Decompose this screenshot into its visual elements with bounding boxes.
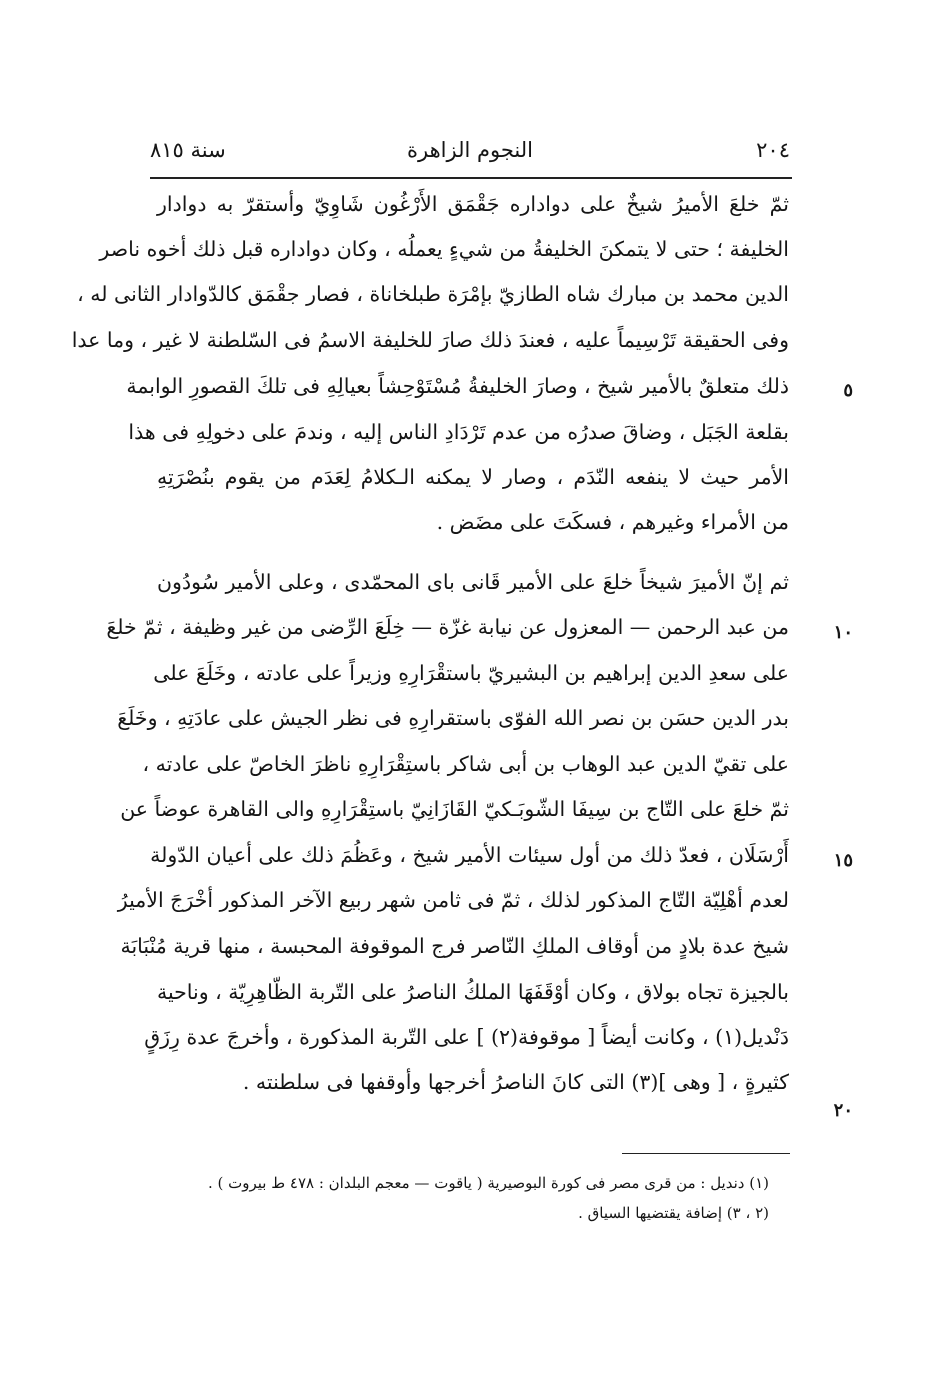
footnote: (١) دنديل : من قرى مصر فى كورة البوصيرية ( ياقوت — معجم البلدان : ٤٧٨ ط بيروت ) . — [207, 1174, 769, 1192]
margin-line-number: ٥ — [843, 380, 853, 401]
text-line: وفى الحقيقة تَرْسِيماً عليه ، فعندَ ذلك صارَ للخليفة الاسمُ فى السّلطنة لا غير ، وما عدا — [71, 328, 789, 352]
text-line: بالجيزة تجاه بولاق ، وكان أوْقَفَهَا الملكُ الناصرُ على التّربة الظّاهِرِيّة ، وناحية — [156, 980, 789, 1004]
text-line: لعدم أهْلِيّة التّاج المذكور لذلك ، ثمّ فى ثامن شهر ربيع الآخر المذكور أخْرَجَ الأميرُ — [117, 888, 789, 912]
footnote: (٢ ، ٣) إضافة يقتضيها السياق . — [578, 1204, 769, 1222]
margin-line-number: ١٠ — [833, 622, 853, 643]
text-line: من عبد الرحمن — المعزول عن نيابة غزّة — خِلَعَ الرِّضى من غير وظيفة ، ثمّ خلعَ — [106, 615, 789, 639]
text-line: بدر الدين حسَن بن نصر الله الفوّى باستقرارِهِ فى نظر الجيش على عادَتِهِ ، وخَلَعَ — [117, 706, 789, 730]
text-line: ذلك متعلقٌ بالأمير شيخ ، وصارَ الخليفةُ مُسْتَوْحِشاً بعيالِهِ فى تلكَ القصورِ الوابمة — [126, 374, 789, 398]
text-line: دَنْديل(١) ، وكانت أيضاً [ موقوفة(٢) ] على التّربة المذكورة ، وأخرجَ عدة رِزَقٍ — [144, 1025, 789, 1049]
margin-line-number: ١٥ — [833, 850, 853, 871]
text-line: ثم إنّ الأميرَ شيخاً خلعَ على الأمير قَانى باى المحمّدى ، وعلى الأمير سُودُون — [157, 570, 789, 594]
running-title: النجوم الزاهرة — [407, 138, 533, 162]
text-line: أَرْسَلَان ، فعدّ ذلك من أول سيئات الأمير شيخ ، وعَظُمَ ذلك على أعيان الدّولة — [150, 843, 789, 867]
year-label: سنة ٨١٥ — [150, 138, 226, 162]
text-line: على سعدِ الدين إبراهيم بن البشيريّ باستقْرَارِهِ وزيراً على عادته ، وخَلَعَ على — [153, 661, 789, 685]
text-line: كثيرةٍ ، [ وهى ](٣) التى كانَ الناصرُ أخرجها وأوقفها فى سلطنته . — [242, 1070, 789, 1094]
text-line: الخليفة ؛ حتى لا يتمكنَ الخليفةُ من شيءٍ يعملُه ، وكان دواداره قبل ذلك أخوه ناصر — [99, 237, 789, 261]
page-number: ٢٠٤ — [756, 138, 790, 162]
text-line: بقلعة الجَبَل ، وضاقَ صدرُه من عدم تَرْدَادِ الناس إليه ، وندمَ على دخولِهِ فى هذا — [128, 420, 789, 444]
running-header — [150, 138, 790, 172]
text-line: ثمّ خلعَ الأميرُ شيخٌ على دواداره جَقْمَق الأَرْغُون شَاوِيّ وأستقرّ به دوادار — [157, 192, 789, 216]
text-line: شيخ عدة بلادٍ من أوقاف الملكِ النّاصر فرج الموقوفة المحبسة ، منها قرية مُنْبَابَة — [120, 934, 789, 958]
text-line: من الأمراء وغيرهم ، فسكَتَ على مضَض . — [436, 510, 789, 534]
margin-line-number: ٢٠ — [833, 1100, 853, 1121]
text-line: على تقيّ الدين عبد الوهاب بن أبى شاكر باستِقْرَارِهِ ناظرَ الخاصّ على عادته ، — [142, 752, 789, 776]
text-line: ثمّ خلعَ على التّاج بن سِيفَا الشّوبَـكيّ القَازَانِيّ باستِقْرَارِهِ والى القاهرة عوضاً عن — [120, 797, 789, 821]
footnote-rule — [622, 1153, 790, 1154]
header-rule — [150, 177, 792, 179]
text-line: الأمر حيث لا ينفعه النّدَم ، وصار لا يمكنه الـكلامُ لِعَدَم من يقوم بنُصْرَتِهِ — [157, 465, 789, 489]
text-line: الدين محمد بن مبارك شاه الطازيّ بإمْرَة طبلخاناة ، فصار جقْمَق كالدّوادار الثانى له ، — [77, 282, 789, 306]
